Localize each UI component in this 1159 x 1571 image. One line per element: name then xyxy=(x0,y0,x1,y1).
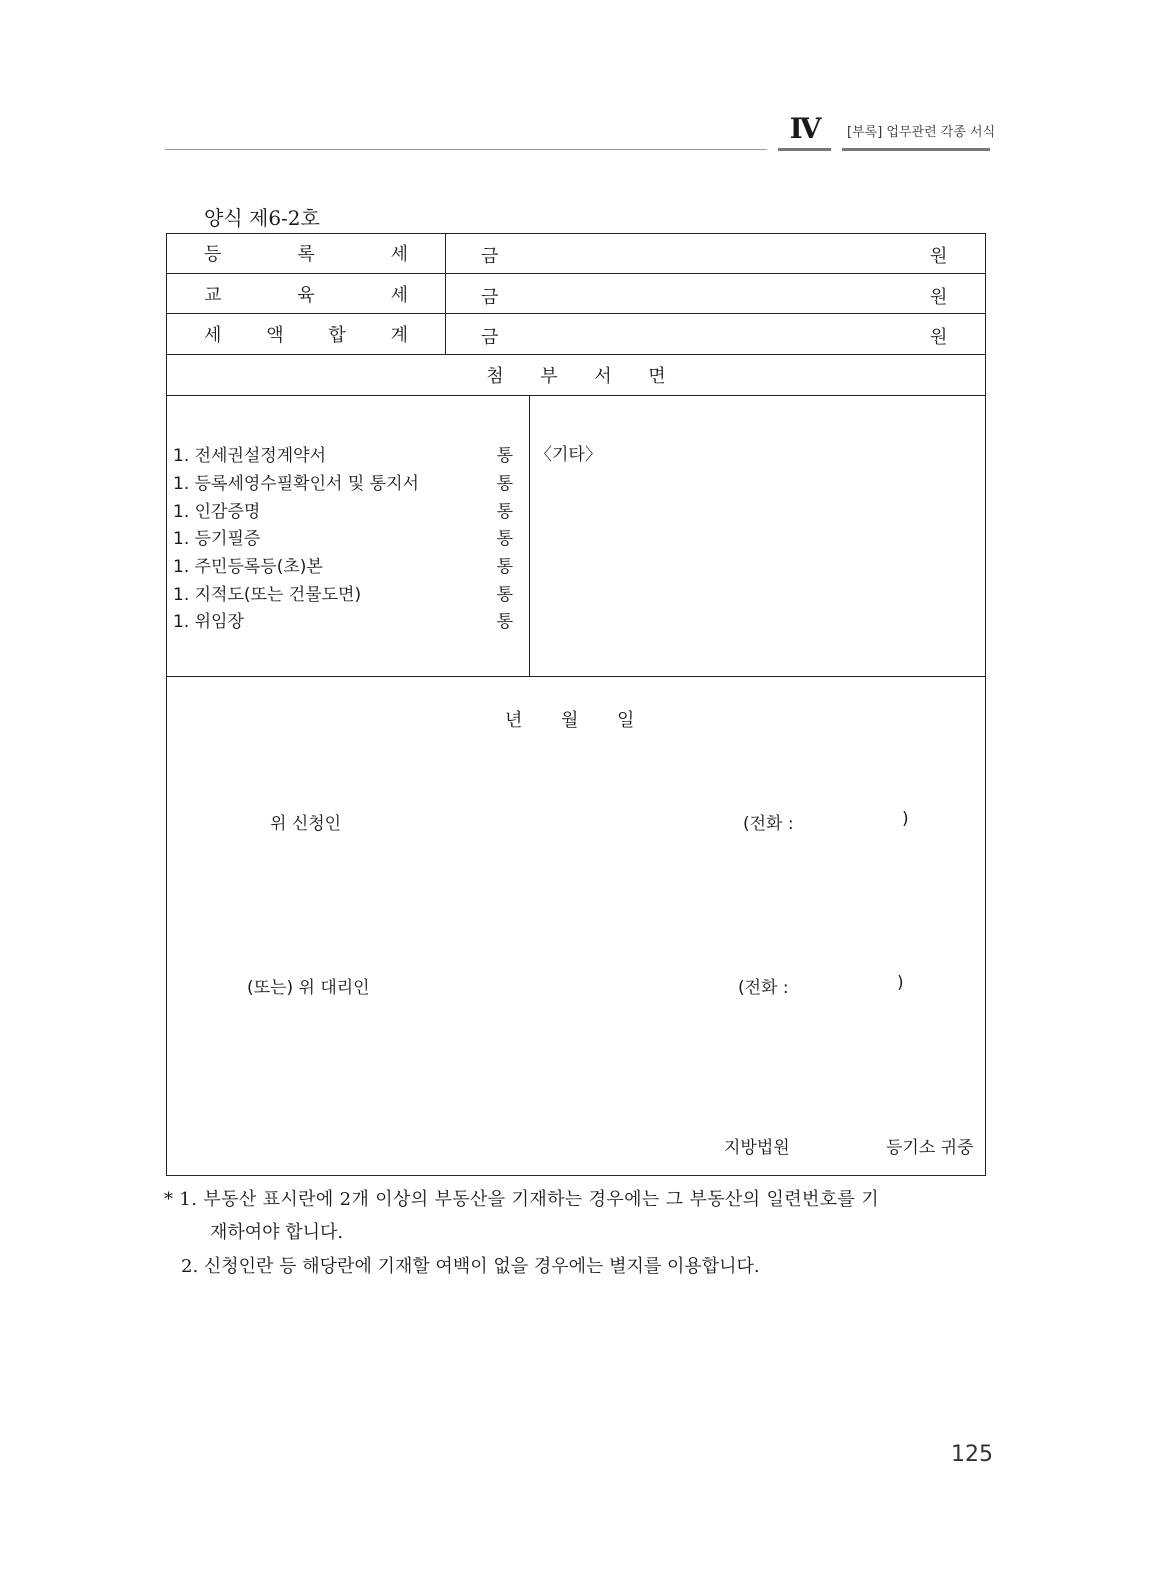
header-rule xyxy=(165,149,767,150)
total-tax-unit: 원 xyxy=(930,327,948,348)
education-tax-amount-prefix: 금 xyxy=(481,287,499,308)
list-item: 1. 인감증명 통 xyxy=(173,501,513,522)
education-tax-unit: 원 xyxy=(930,287,948,308)
list-item: 1. 주민등록등(초)본 통 xyxy=(173,557,513,578)
list-item: 1. 등록세영수필확인서 및 통지서 통 xyxy=(173,474,513,495)
page-number: 125 xyxy=(951,1442,993,1467)
list-item: 1. 전세권설정계약서 통 xyxy=(173,446,513,467)
list-item: 1. 위임장 통 xyxy=(173,612,513,633)
agent-label: (또는) 위 대리인 xyxy=(247,978,370,998)
registry-office-label: 등기소 귀중 xyxy=(886,1138,974,1158)
registration-tax-amount-prefix: 금 xyxy=(481,246,499,267)
education-tax-label: 교 육 세 xyxy=(204,285,408,306)
section-underline xyxy=(842,148,990,151)
chapter-number: Ⅳ xyxy=(789,112,820,145)
row-divider xyxy=(166,395,986,396)
note-1-continued: 재하여야 합니다. xyxy=(210,1222,344,1243)
note-1: * 1. 부동산 표시란에 2개 이상의 부동산을 기재하는 경우에는 그 부동산의 일련번호를 기 xyxy=(164,1189,879,1210)
form-number: 양식 제6-2호 xyxy=(204,206,320,230)
other-attachments-label: 〈기타〉 xyxy=(535,445,602,465)
list-item: 1. 지적도(또는 건물도면) 통 xyxy=(173,584,513,605)
applicant-phone-label: (전화 : xyxy=(743,814,794,834)
agent-phone-close: ) xyxy=(897,973,904,993)
column-divider xyxy=(529,395,530,676)
applicant-label: 위 신청인 xyxy=(270,814,342,834)
row-divider xyxy=(166,676,986,677)
applicant-phone-close: ) xyxy=(902,809,909,829)
date-line: 년 월 일 xyxy=(505,710,635,731)
total-tax-label: 세 액 합 계 xyxy=(204,325,408,346)
chapter-underline xyxy=(778,148,831,151)
list-item: 1. 등기필증 통 xyxy=(173,529,513,550)
attachment-list xyxy=(173,440,513,634)
section-title: [부록] 업무관련 각종 서식 xyxy=(847,125,996,140)
registration-tax-unit: 원 xyxy=(930,246,948,267)
agent-phone-label: (전화 : xyxy=(738,978,789,998)
total-tax-amount-prefix: 금 xyxy=(481,327,499,348)
district-court-label: 지방법원 xyxy=(724,1138,790,1158)
note-2: 2. 신청인란 등 해당란에 기재할 여백이 없을 경우에는 별지를 이용합니다. xyxy=(181,1256,760,1277)
registration-tax-label: 등 록 세 xyxy=(204,244,408,265)
attachments-heading: 첨 부 서 면 xyxy=(486,366,666,387)
